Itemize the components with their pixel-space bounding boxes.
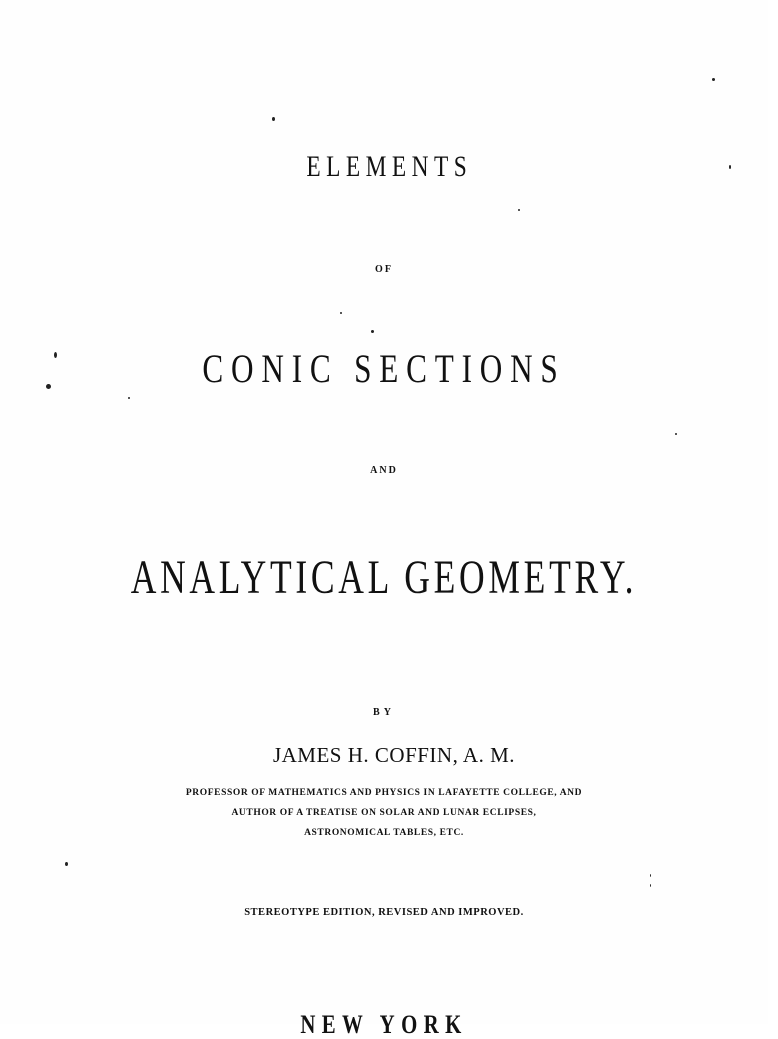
author-credential-line-1: PROFESSOR OF MATHEMATICS AND PHYSICS IN LAFAYETTE COLLEGE, AND — [185, 788, 583, 798]
scan-speck — [729, 165, 731, 169]
author-credential-line-2: AUTHOR OF A TREATISE ON SOLAR AND LUNAR ECLIPSES, — [231, 808, 537, 818]
edition-note: STEREOTYPE EDITION, REVISED AND IMPROVED. — [244, 907, 524, 918]
scan-speck — [54, 352, 57, 358]
scan-speck — [46, 384, 51, 389]
byline: BY — [373, 707, 395, 718]
author-credential-line-3: ASTRONOMICAL TABLES, ETC. — [304, 828, 464, 838]
scan-speck — [518, 209, 520, 211]
imprint-text: NEW YORK — [300, 1010, 468, 1039]
author-name: JAMES H. COFFIN, A. M. — [272, 743, 516, 767]
scan-speck — [340, 312, 342, 314]
title-conic-sections: CONIC SECTIONS — [202, 346, 566, 391]
scan-speck — [650, 884, 651, 887]
title-analytical-geometry: ANALYTICAL GEOMETRY. — [130, 551, 638, 604]
scan-speck — [128, 397, 130, 399]
scan-speck — [371, 330, 374, 333]
connector-and: AND — [370, 465, 398, 476]
imprint-cut-off — [0, 1010, 768, 1039]
scan-speck — [650, 874, 651, 877]
scan-speck — [65, 862, 68, 866]
title-elements: ELEMENTS — [306, 150, 473, 183]
scan-speck — [272, 117, 275, 121]
scan-speck — [675, 433, 677, 435]
connector-of: OF — [375, 264, 393, 275]
scan-speck — [712, 78, 715, 81]
